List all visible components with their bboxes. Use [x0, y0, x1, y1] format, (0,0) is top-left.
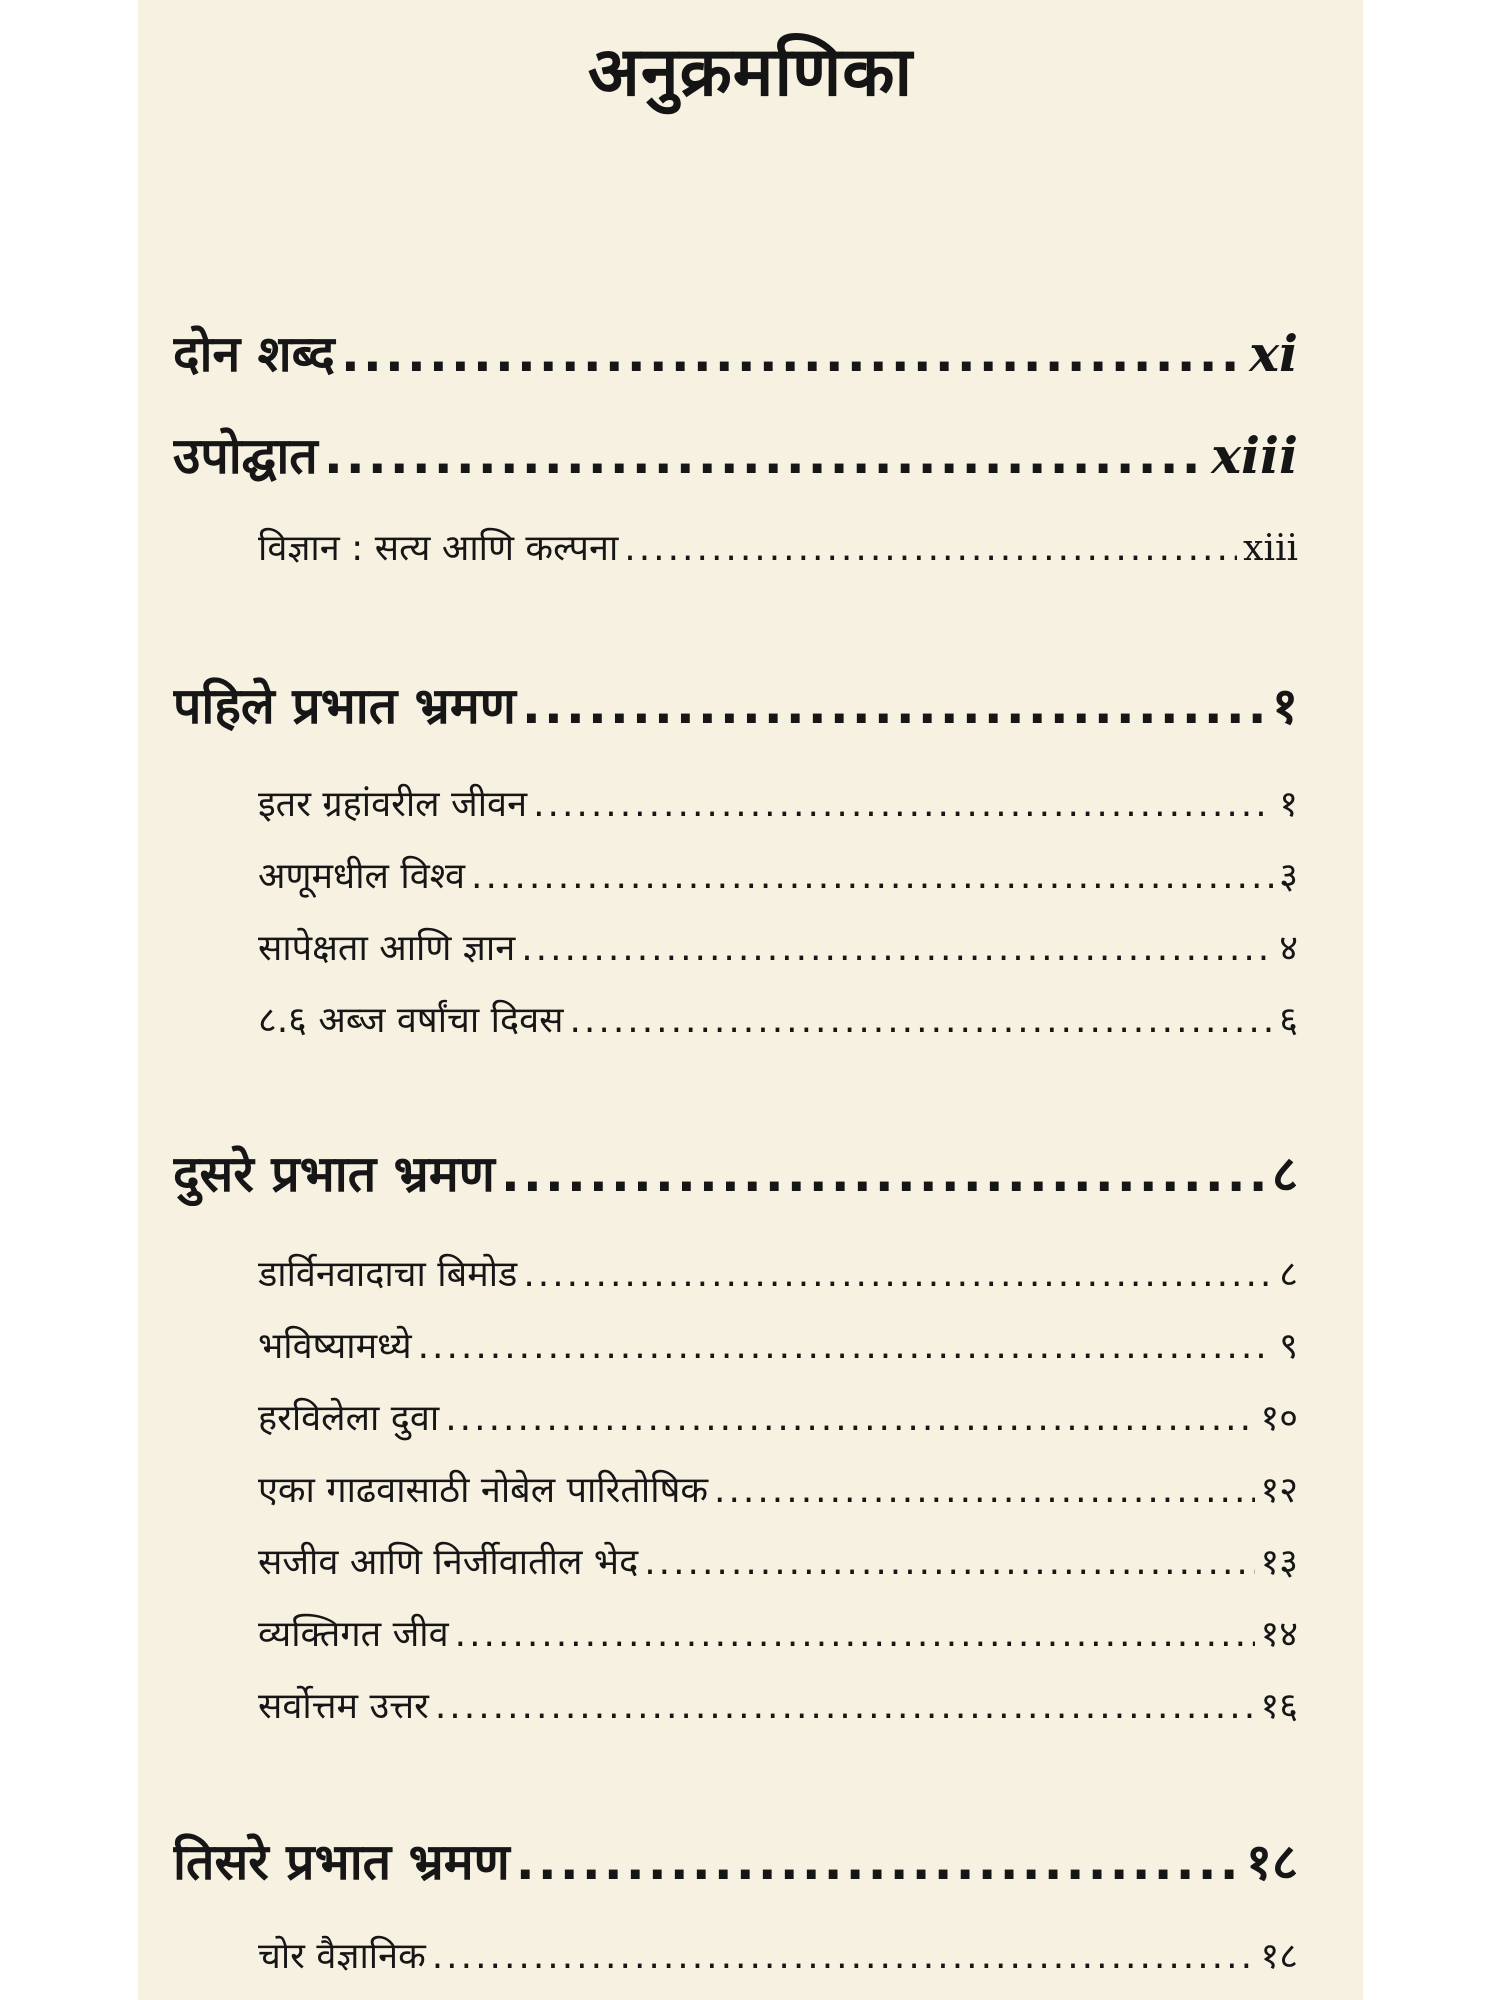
dot-leader [501, 1145, 1266, 1203]
entry-title: तिसरे प्रभात भ्रमण [173, 1833, 510, 1891]
entry-page-number: xiii [1243, 528, 1298, 569]
entry-page-number: १८ [1260, 1936, 1298, 1977]
dot-leader [432, 1936, 1255, 1977]
toc-entry-sub [258, 522, 1298, 571]
toc-entry-sub [258, 1464, 1298, 1513]
entry-page-number: १० [1260, 1398, 1298, 1439]
entry-page-number: १८ [1246, 1833, 1298, 1891]
toc-entry-sub [258, 1320, 1298, 1369]
toc-entry-section [173, 318, 1298, 386]
dot-leader [714, 1470, 1255, 1511]
dot-leader [455, 1614, 1255, 1655]
entry-page-number: ३ [1279, 856, 1298, 897]
dot-leader [644, 1542, 1254, 1583]
toc-entry-sub [258, 1680, 1298, 1729]
dot-leader [418, 1326, 1274, 1367]
toc-entry-sub [258, 1248, 1298, 1297]
entry-title: भविष्यामध्ये [258, 1326, 412, 1367]
entry-page-number: १२ [1260, 1470, 1298, 1511]
dot-leader [435, 1686, 1255, 1727]
toc-entry-sub [258, 1536, 1298, 1585]
entry-page-number: ८ [1272, 1145, 1298, 1203]
toc-entry-sub [258, 1608, 1298, 1657]
entry-title: सापेक्षता आणि ज्ञान [258, 928, 516, 969]
toc-entry-sub [258, 1930, 1298, 1979]
toc-entry-section [173, 420, 1298, 488]
dot-leader [533, 784, 1273, 825]
dot-leader [324, 427, 1205, 485]
toc-entry-sub [258, 1392, 1298, 1441]
toc-entry-section [173, 1138, 1298, 1206]
entry-title: सजीव आणि निर्जीवातील भेद [258, 1542, 639, 1583]
entry-page-number: १४ [1260, 1614, 1298, 1655]
entry-title: दुसरे प्रभात भ्रमण [173, 1145, 495, 1203]
entry-title: विज्ञान : सत्य आणि कल्पना [258, 528, 619, 569]
entry-title: चोर वैज्ञानिक [258, 1936, 426, 1977]
entry-title: ८.६ अब्ज वर्षांचा दिवस [258, 1000, 564, 1041]
entry-title: सर्वोत्तम उत्तर [258, 1686, 429, 1727]
entry-page-number: १३ [1260, 1542, 1298, 1583]
entry-title: पहिले प्रभात भ्रमण [173, 677, 516, 735]
toc-entry-sub [258, 850, 1298, 899]
toc-entry-section [173, 1826, 1298, 1894]
entry-title: एका गाढवासाठी नोबेल पारितोषिक [258, 1470, 709, 1511]
dot-leader [624, 528, 1237, 569]
dot-leader [522, 677, 1266, 735]
entry-page-number: ८ [1279, 1254, 1298, 1295]
entry-page-number: ९ [1279, 1326, 1298, 1367]
entry-title: व्यक्तिगत जीव [258, 1614, 449, 1655]
toc-entry-section [173, 670, 1298, 738]
page-title: अनुक्रमणिका [587, 33, 914, 112]
entry-title: इतर ग्रहांवरील जीवन [258, 784, 528, 825]
dot-leader [521, 928, 1273, 969]
toc-entry-sub [258, 994, 1298, 1043]
entry-page-number: १६ [1260, 1686, 1298, 1727]
dot-leader [445, 1398, 1254, 1439]
dot-leader [341, 325, 1243, 383]
dot-leader [523, 1254, 1273, 1295]
dot-leader [471, 856, 1273, 897]
entry-page-number: ४ [1279, 928, 1298, 969]
toc-entry-sub [258, 778, 1298, 827]
entry-title: डार्विनवादाचा बिमोड [258, 1254, 518, 1295]
entry-title: दोन शब्द [173, 325, 335, 383]
entry-page-number: १ [1272, 677, 1298, 735]
entry-page-number: ६ [1279, 1000, 1298, 1041]
entry-title: अणूमधील विश्व [258, 856, 466, 897]
entry-title: उपोद्घात [173, 427, 318, 485]
dot-leader [516, 1833, 1240, 1891]
entry-page-number: xi [1249, 324, 1298, 383]
toc-entry-sub [258, 922, 1298, 971]
entry-page-number: xiii [1211, 426, 1298, 485]
entry-title: हरविलेला दुवा [258, 1398, 440, 1439]
dot-leader [569, 1000, 1273, 1041]
book-page [138, 0, 1363, 2000]
entry-page-number: १ [1279, 784, 1298, 825]
